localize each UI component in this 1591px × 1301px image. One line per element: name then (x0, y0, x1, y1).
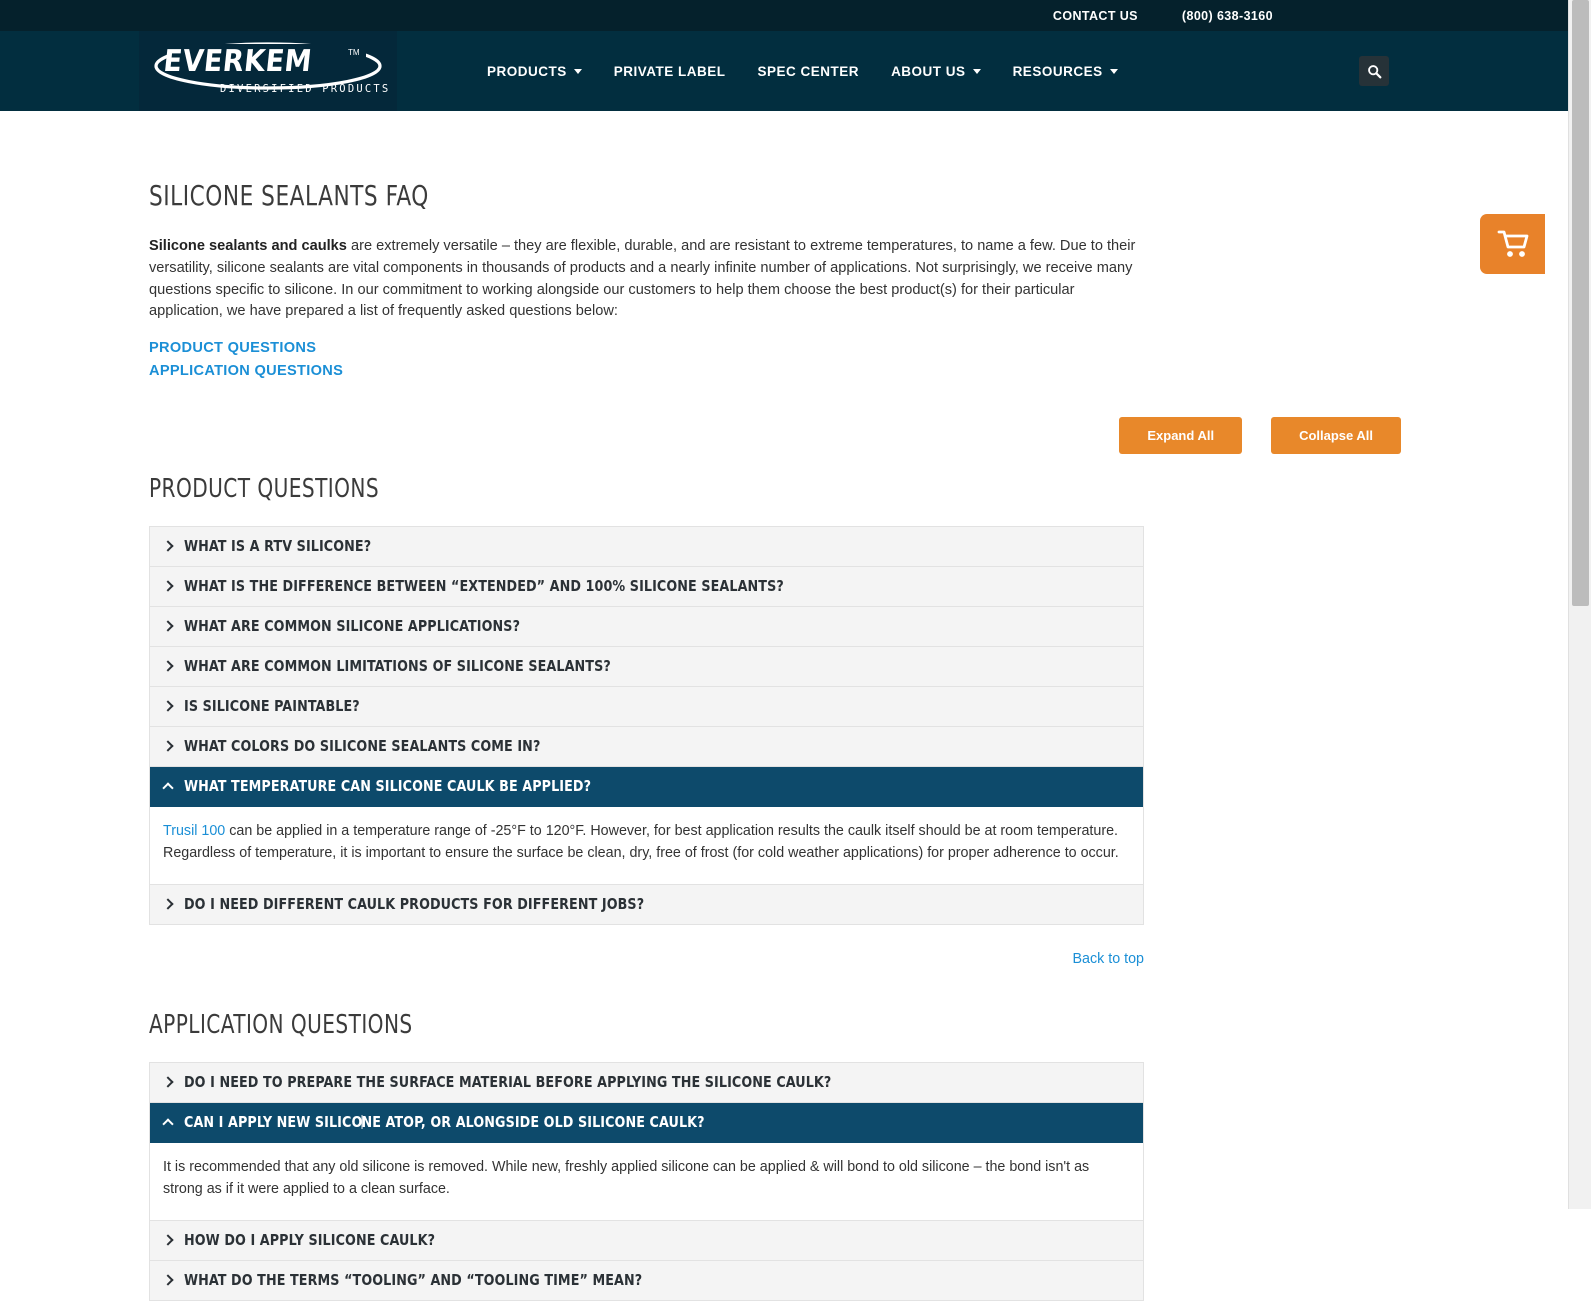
page-content (139, 111, 1429, 1301)
answer-body: can be applied in a temperature range of -25°F to 120°F. However, for best application results the caulk itself should be at room temperature. Regardless of temperature, it is important to ensure the surface be clean, dry, free of frost (for cold weather applications) for proper adherence to occur. (163, 823, 1119, 861)
accordion-question-label: WHAT ARE COMMON LIMITATIONS OF SILICONE SEALANTS? (184, 657, 611, 676)
contact-us-link[interactable]: CONTACT US (1052, 8, 1138, 23)
accordion-header[interactable] (150, 527, 1143, 567)
everkem-logo-icon (152, 39, 391, 103)
chevron-right-icon (164, 1274, 173, 1286)
chevron-right-icon (164, 580, 173, 592)
search-button[interactable] (1359, 56, 1389, 86)
accordion-header[interactable] (150, 647, 1143, 687)
page-title: SILICONE SEALANTS FAQ (149, 179, 429, 212)
question-text-before-caret: CAN I APPLY NEW SILICO (184, 1113, 363, 1132)
nav-label: ABOUT US (891, 63, 966, 79)
accordion-question-label: WHAT IS THE DIFFERENCE BETWEEN “EXTENDED” AND 100% SILICONE SEALANTS? (184, 577, 784, 596)
nav-label: RESOURCES (1012, 63, 1103, 79)
accordion-application-questions (149, 1062, 1144, 1301)
site-logo[interactable] (139, 31, 397, 111)
accordion-product-questions (149, 526, 1144, 925)
accordion-header[interactable] (150, 607, 1143, 647)
nav-item-about-us[interactable] (875, 64, 997, 79)
chevron-right-icon (164, 700, 173, 712)
accordion-answer-text: It is recommended that any old silicone is removed. While new, freshly applied silicone can be applied & will bond to old silicone – the bond isn't as strong as if it were applied to a clean surface. (163, 1159, 1090, 1197)
nav-label: PRODUCTS (487, 63, 567, 79)
section-title-product-questions: PRODUCT QUESTIONS (149, 474, 380, 505)
main-navigation-bar (0, 31, 1568, 111)
chevron-up-icon (164, 780, 173, 792)
nav-links (471, 64, 1134, 79)
nav-item-spec-center[interactable] (742, 64, 876, 79)
chevron-right-icon (164, 1076, 173, 1088)
jump-link-product-questions[interactable]: PRODUCT QUESTIONS (149, 340, 317, 357)
accordion-question-label: WHAT COLORS DO SILICONE SEALANTS COME IN? (184, 737, 541, 756)
back-to-top-row (149, 950, 1144, 968)
intro-paragraph (149, 236, 1144, 323)
nav-item-products[interactable] (471, 64, 598, 79)
intro-bold-lead: Silicone sealants and caulks (149, 238, 347, 254)
chevron-right-icon (164, 898, 173, 910)
phone-link[interactable]: (800) 638-3160 (1181, 8, 1273, 23)
expand-collapse-button-row (149, 417, 1419, 454)
accordion-question-label: WHAT DO THE TERMS “TOOLING” AND “TOOLING TIME” MEAN? (184, 1271, 643, 1290)
svg-text:DIVERSIFIED PRODUCTS: DIVERSIFIED PRODUCTS (220, 83, 391, 95)
top-utility-bar (0, 0, 1568, 31)
chevron-right-icon (164, 620, 173, 632)
chevron-right-icon (164, 660, 173, 672)
expand-all-button[interactable]: Expand All (1119, 417, 1242, 454)
chevron-right-icon (164, 740, 173, 752)
shopping-cart-icon (1497, 230, 1529, 259)
accordion-header[interactable] (150, 727, 1143, 767)
accordion-header[interactable] (150, 885, 1143, 925)
chevron-down-icon (1110, 69, 1118, 74)
trusil-100-link[interactable]: Trusil 100 (163, 823, 226, 840)
chevron-up-icon (164, 1116, 173, 1128)
chevron-down-icon (973, 69, 981, 74)
accordion-question-label: WHAT IS A RTV SILICONE? (184, 537, 372, 556)
accordion-header[interactable] (150, 567, 1143, 607)
scrollbar-thumb[interactable] (1572, 0, 1589, 606)
nav-label: PRIVATE LABEL (613, 63, 726, 79)
accordion-header[interactable] (150, 1063, 1143, 1103)
accordion-header-active[interactable] (150, 767, 1143, 807)
accordion-answer-text (163, 821, 1130, 864)
back-to-top-link[interactable]: Back to top (1072, 951, 1144, 968)
chevron-right-icon (164, 1234, 173, 1246)
accordion-question-label: DO I NEED DIFFERENT CAULK PRODUCTS FOR DIFFERENT JOBS? (184, 895, 645, 914)
accordion-question-label: HOW DO I APPLY SILICONE CAULK? (184, 1231, 436, 1250)
accordion-panel (150, 1143, 1143, 1221)
intro-body: are extremely versatile – they are flexible, durable, and are resistant to extreme temperatures, to name a few. Due to their versatility, silicone sealants are vital components in thousands of products and a nearly infinite number of applications. Not surprisingly, we receive many questions specific to silicone. In our commitment to working alongside our customers to help them choose the best product(s) for their particular application, we have prepared a list of frequently asked questions below: (149, 238, 1136, 320)
nav-item-resources[interactable] (997, 64, 1134, 79)
accordion-panel (150, 807, 1143, 885)
accordion-question-label: DO I NEED TO PREPARE THE SURFACE MATERIAL BEFORE APPLYING THE SILICONE CAULK? (184, 1073, 832, 1092)
question-text-after-caret: NE ATOP, OR ALONGSIDE OLD SILICONE CAULK? (361, 1113, 705, 1132)
chevron-down-icon (574, 69, 582, 74)
accordion-header-active[interactable] (150, 1103, 1143, 1143)
chevron-right-icon (164, 540, 173, 552)
svg-text:TM: TM (348, 48, 360, 57)
svg-text:EVERKEM: EVERKEM (161, 44, 314, 79)
accordion-question-label: WHAT TEMPERATURE CAN SILICONE CAULK BE APPLIED? (184, 777, 592, 796)
collapse-all-button[interactable]: Collapse All (1271, 417, 1401, 454)
search-icon (1367, 64, 1382, 79)
accordion-question-label: IS SILICONE PAINTABLE? (184, 697, 360, 716)
jump-link-application-questions[interactable]: APPLICATION QUESTIONS (149, 363, 344, 380)
accordion-question-label (184, 1113, 705, 1131)
shopping-cart-tab[interactable] (1480, 214, 1545, 274)
accordion-header[interactable] (150, 1221, 1143, 1261)
accordion-header[interactable] (150, 687, 1143, 727)
section-title-application-questions: APPLICATION QUESTIONS (149, 1010, 413, 1041)
nav-item-private-label[interactable] (598, 64, 742, 79)
vertical-scrollbar[interactable] (1568, 0, 1591, 1209)
accordion-question-label: WHAT ARE COMMON SILICONE APPLICATIONS? (184, 617, 521, 636)
accordion-header[interactable] (150, 1261, 1143, 1301)
nav-label: SPEC CENTER (757, 63, 860, 79)
